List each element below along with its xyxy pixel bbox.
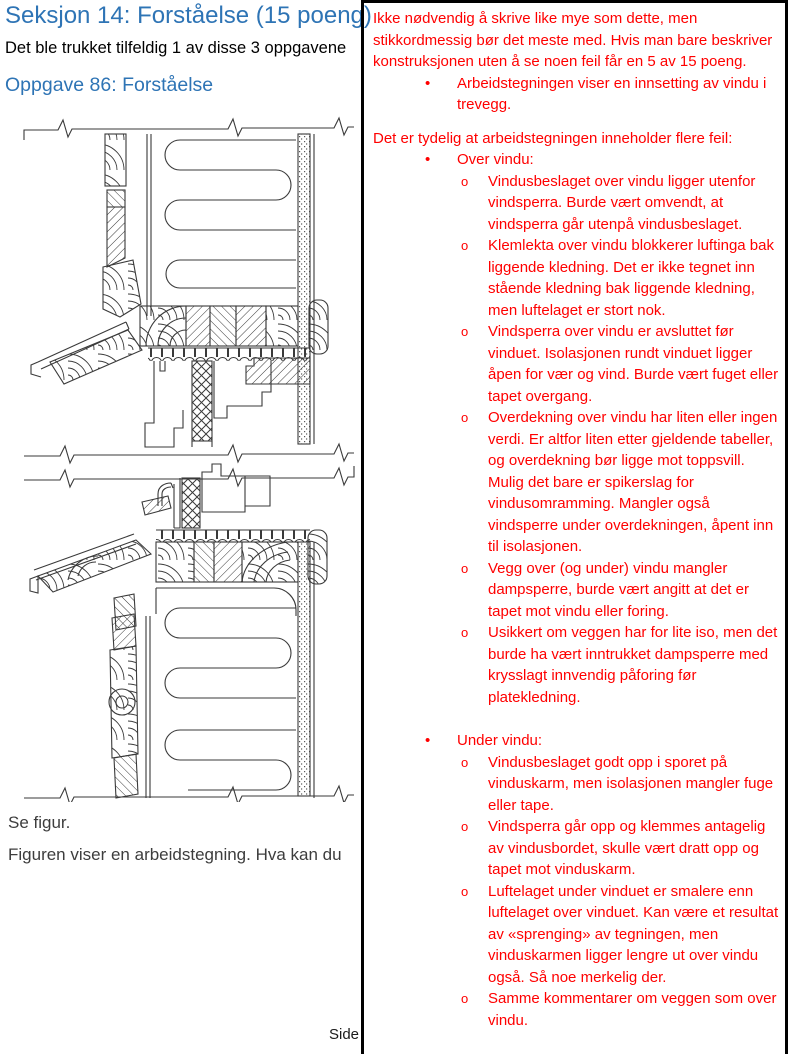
sub-item-text: Samme kommentarer om veggen som over vindu.: [488, 990, 777, 1029]
group-label-text: Under vindu:: [457, 732, 543, 749]
annotation-sub-item: [461, 235, 781, 321]
sub-item-text: Usikkert om veggen har for lite iso, men det burde ha vært inntrukket dampsperre med krysslagt innvendig påforing før platekledning.: [488, 624, 778, 706]
sub-item-text: Vegg over (og under) vindu mangler dampsperre, burde vært angitt at det er tapet mot vindu eller foring.: [488, 559, 749, 620]
group-label-text: Over vindu:: [457, 151, 534, 168]
circle-marker: o: [461, 560, 469, 576]
annotation-text: Arbeidstegningen viser en innsetting av vindu i trevegg.: [457, 74, 767, 113]
sub-item-text: Vindsperra over vindu er avsluttet før vinduet. Isolasjonen rundt vinduet ligger åpen for vær og vind. Burde vært fuget eller tapet overgang.: [488, 323, 779, 405]
annotation-group-label: [425, 149, 781, 171]
sub-item-text: Vindusbeslaget godt opp i sporet på vinduskarm, men isolasjonen mangler fuge eller tape.: [488, 753, 774, 814]
annotation-sub-item: [461, 407, 781, 558]
circle-marker: o: [461, 173, 469, 189]
bullet-marker: •: [425, 74, 431, 92]
annotation-sub-item: [461, 988, 781, 1031]
sub-item-text: Vindsperra går opp og klemmes antagelig av vindusbordet, skulle vært dratt opp og tapet mot vinduskarm.: [488, 818, 766, 878]
circle-marker: o: [461, 819, 469, 834]
annotation-sub-item: [461, 622, 781, 708]
bullet-marker: •: [425, 732, 431, 749]
circle-marker: o: [461, 410, 469, 425]
sub-item-text: Klemlekta over vindu blokkerer luftinga bak liggende kledning. Det er ikke tegnet inn stående kledning bak liggende kledning, men luftelaget er stort nok.: [488, 237, 774, 319]
figure-caption: Se figur.: [8, 813, 71, 832]
circle-marker: o: [461, 238, 469, 253]
section-subtitle: Det ble trukket tilfeldig 1 av disse 3 oppgavene: [5, 39, 347, 57]
annotation-bullet-item: [425, 73, 781, 116]
question-text: Figuren viser en arbeidstegning. Hva kan du: [8, 845, 342, 864]
section-title: Seksjon 14: Forståelse (15 poeng): [5, 2, 372, 29]
sub-item-text: Overdekning over vindu har liten eller ingen verdi. Er altfor liten etter gjeldende tabeller, og overdekning bør ligge mot toppsvill. Mulig det bare er spikerslag for vindusomramming. Mangler også vindsperre under overdekningen, åpent inn til isolasjonen.: [488, 409, 778, 555]
annotation-sub-item: [461, 171, 781, 236]
technical-drawing: [8, 110, 360, 802]
circle-marker: o: [461, 754, 469, 770]
sub-item-text: Vindusbeslaget over vindu ligger utenfor vindsperra. Burde vært omvendt, at vindsperra går utenpå vindusbeslaget.: [488, 172, 756, 233]
grading-annotation-box: [361, 0, 788, 1054]
annotation-sub-item: [461, 558, 781, 623]
circle-marker: o: [461, 625, 469, 640]
annotation-intro: Ikke nødvendig å skrive like mye som dette, men stikkordmessig bør det meste med. Hvis man bare beskriver konstruksjonen uten å se noen feil får en 5 av 15 poeng.: [373, 10, 773, 70]
circle-marker: o: [461, 324, 469, 339]
annotation-sub-item: [461, 816, 781, 881]
bullet-marker: •: [425, 151, 431, 168]
task-title: Oppgave 86: Forståelse: [5, 74, 214, 96]
annotation-sub-item: [461, 321, 781, 407]
annotation-group-label: [425, 730, 781, 752]
annotation-lead: Det er tydelig at arbeidstegningen inneholder flere feil:: [373, 129, 733, 147]
circle-marker: o: [461, 883, 469, 899]
annotation-sub-item: [461, 881, 781, 989]
page-footer-label: Side: [329, 1026, 360, 1043]
annotation-sub-item: [461, 752, 781, 817]
circle-marker: o: [461, 991, 469, 1006]
sub-item-text: Luftelaget under vinduet er smalere enn luftelaget over vinduet. Kan være et resultat av «sprenging» av tegningen, men vinduskarmen ligger lengre ut over vindu også. Så noe merkelig der.: [488, 882, 779, 986]
